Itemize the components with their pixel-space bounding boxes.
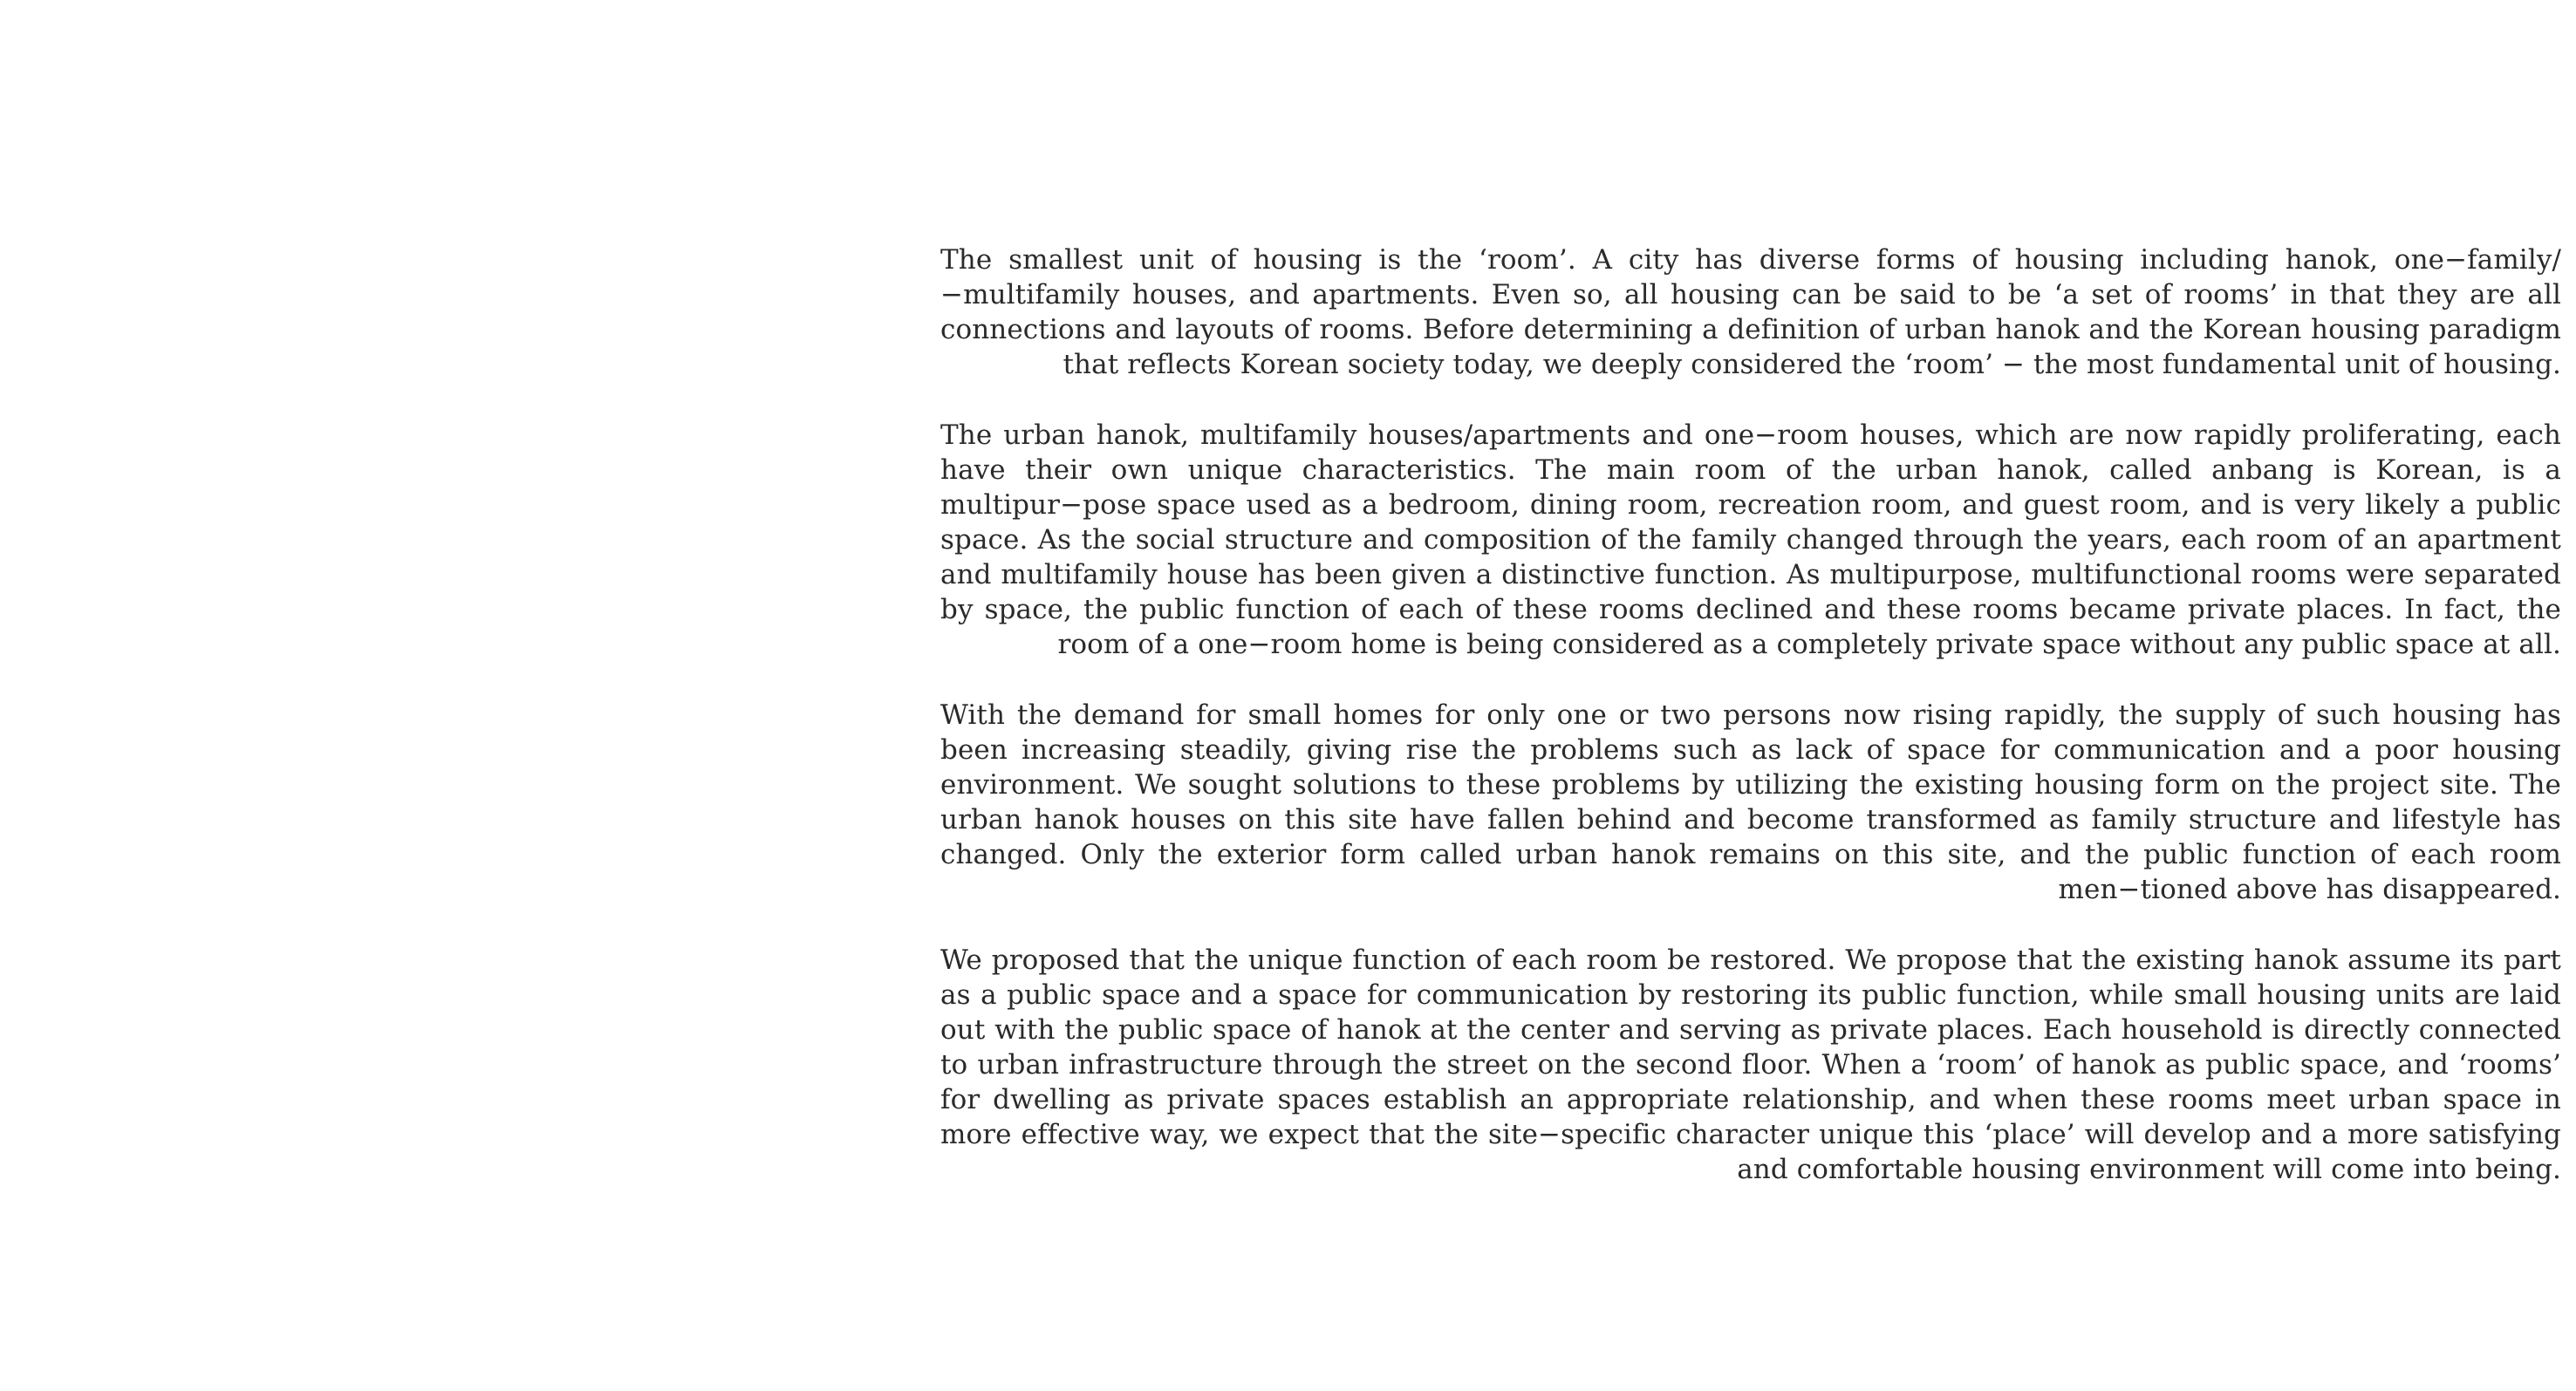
paragraph-room-unit: The smallest unit of housing is the ‘room’. A city has diverse forms of housing including hanok, one−family/−multifamily houses, and apartments. Even so, all housing can be said to be ‘a set of rooms’ in that they are all connections and layouts of rooms. Before determining a definition of urban hanok and the Korean housing paradigm that reflects Korean society today, we deeply considered the ‘room’ − the most fundamental unit of housing. bbox=[940, 244, 2561, 380]
paragraph-small-homes-demand: With the demand for small homes for only one or two persons now rising rapidly, the supply of such housing has been increasing steadily, giving rise the problems such as lack of space for communication and a poor housing environment. We sought solutions to these problems by utilizing the existing housing form on the project site. The urban hanok houses on this site have fallen behind and become transformed as family structure and lifestyle has changed. Only the exterior form called urban hanok remains on this site, and the public function of each room men−tioned above has disappeared. bbox=[940, 699, 2561, 905]
paragraph-housing-types: The urban hanok, multifamily houses/apartments and one−room houses, which are now rapidly proliferating, each have their own unique characteristics. The main room of the urban hanok, called anbang is Korean, is a multipur−pose space used as a bedroom, dining room, recreation room, and guest room, and is very likely a public space. As the social structure and composition of the family changed through the years, each room of an apartment and multifamily house has been given a distinctive function. As multipurpose, multifunctional rooms were separated by space, the public function of each of these rooms declined and these rooms became private places. In fact, the room of a one−room home is being considered as a completely private space without any public space at all. bbox=[940, 419, 2561, 660]
paragraph-proposal: We proposed that the unique function of each room be restored. We propose that the existing hanok assume its part as a public space and a space for communication by restoring its public function, while small housing units are laid out with the public space of hanok at the center and serving as private places. Each household is directly connected to urban infrastructure through the street on the second floor. When a ‘room’ of hanok as public space, and ‘rooms’ for dwelling as private spaces establish an appropriate relationship, and when these rooms meet urban space in more effective way, we expect that the site−specific character unique this ‘place’ will develop and a more satisfying and comfortable housing environment will come into being. bbox=[940, 944, 2561, 1185]
document-body bbox=[940, 242, 2561, 1187]
